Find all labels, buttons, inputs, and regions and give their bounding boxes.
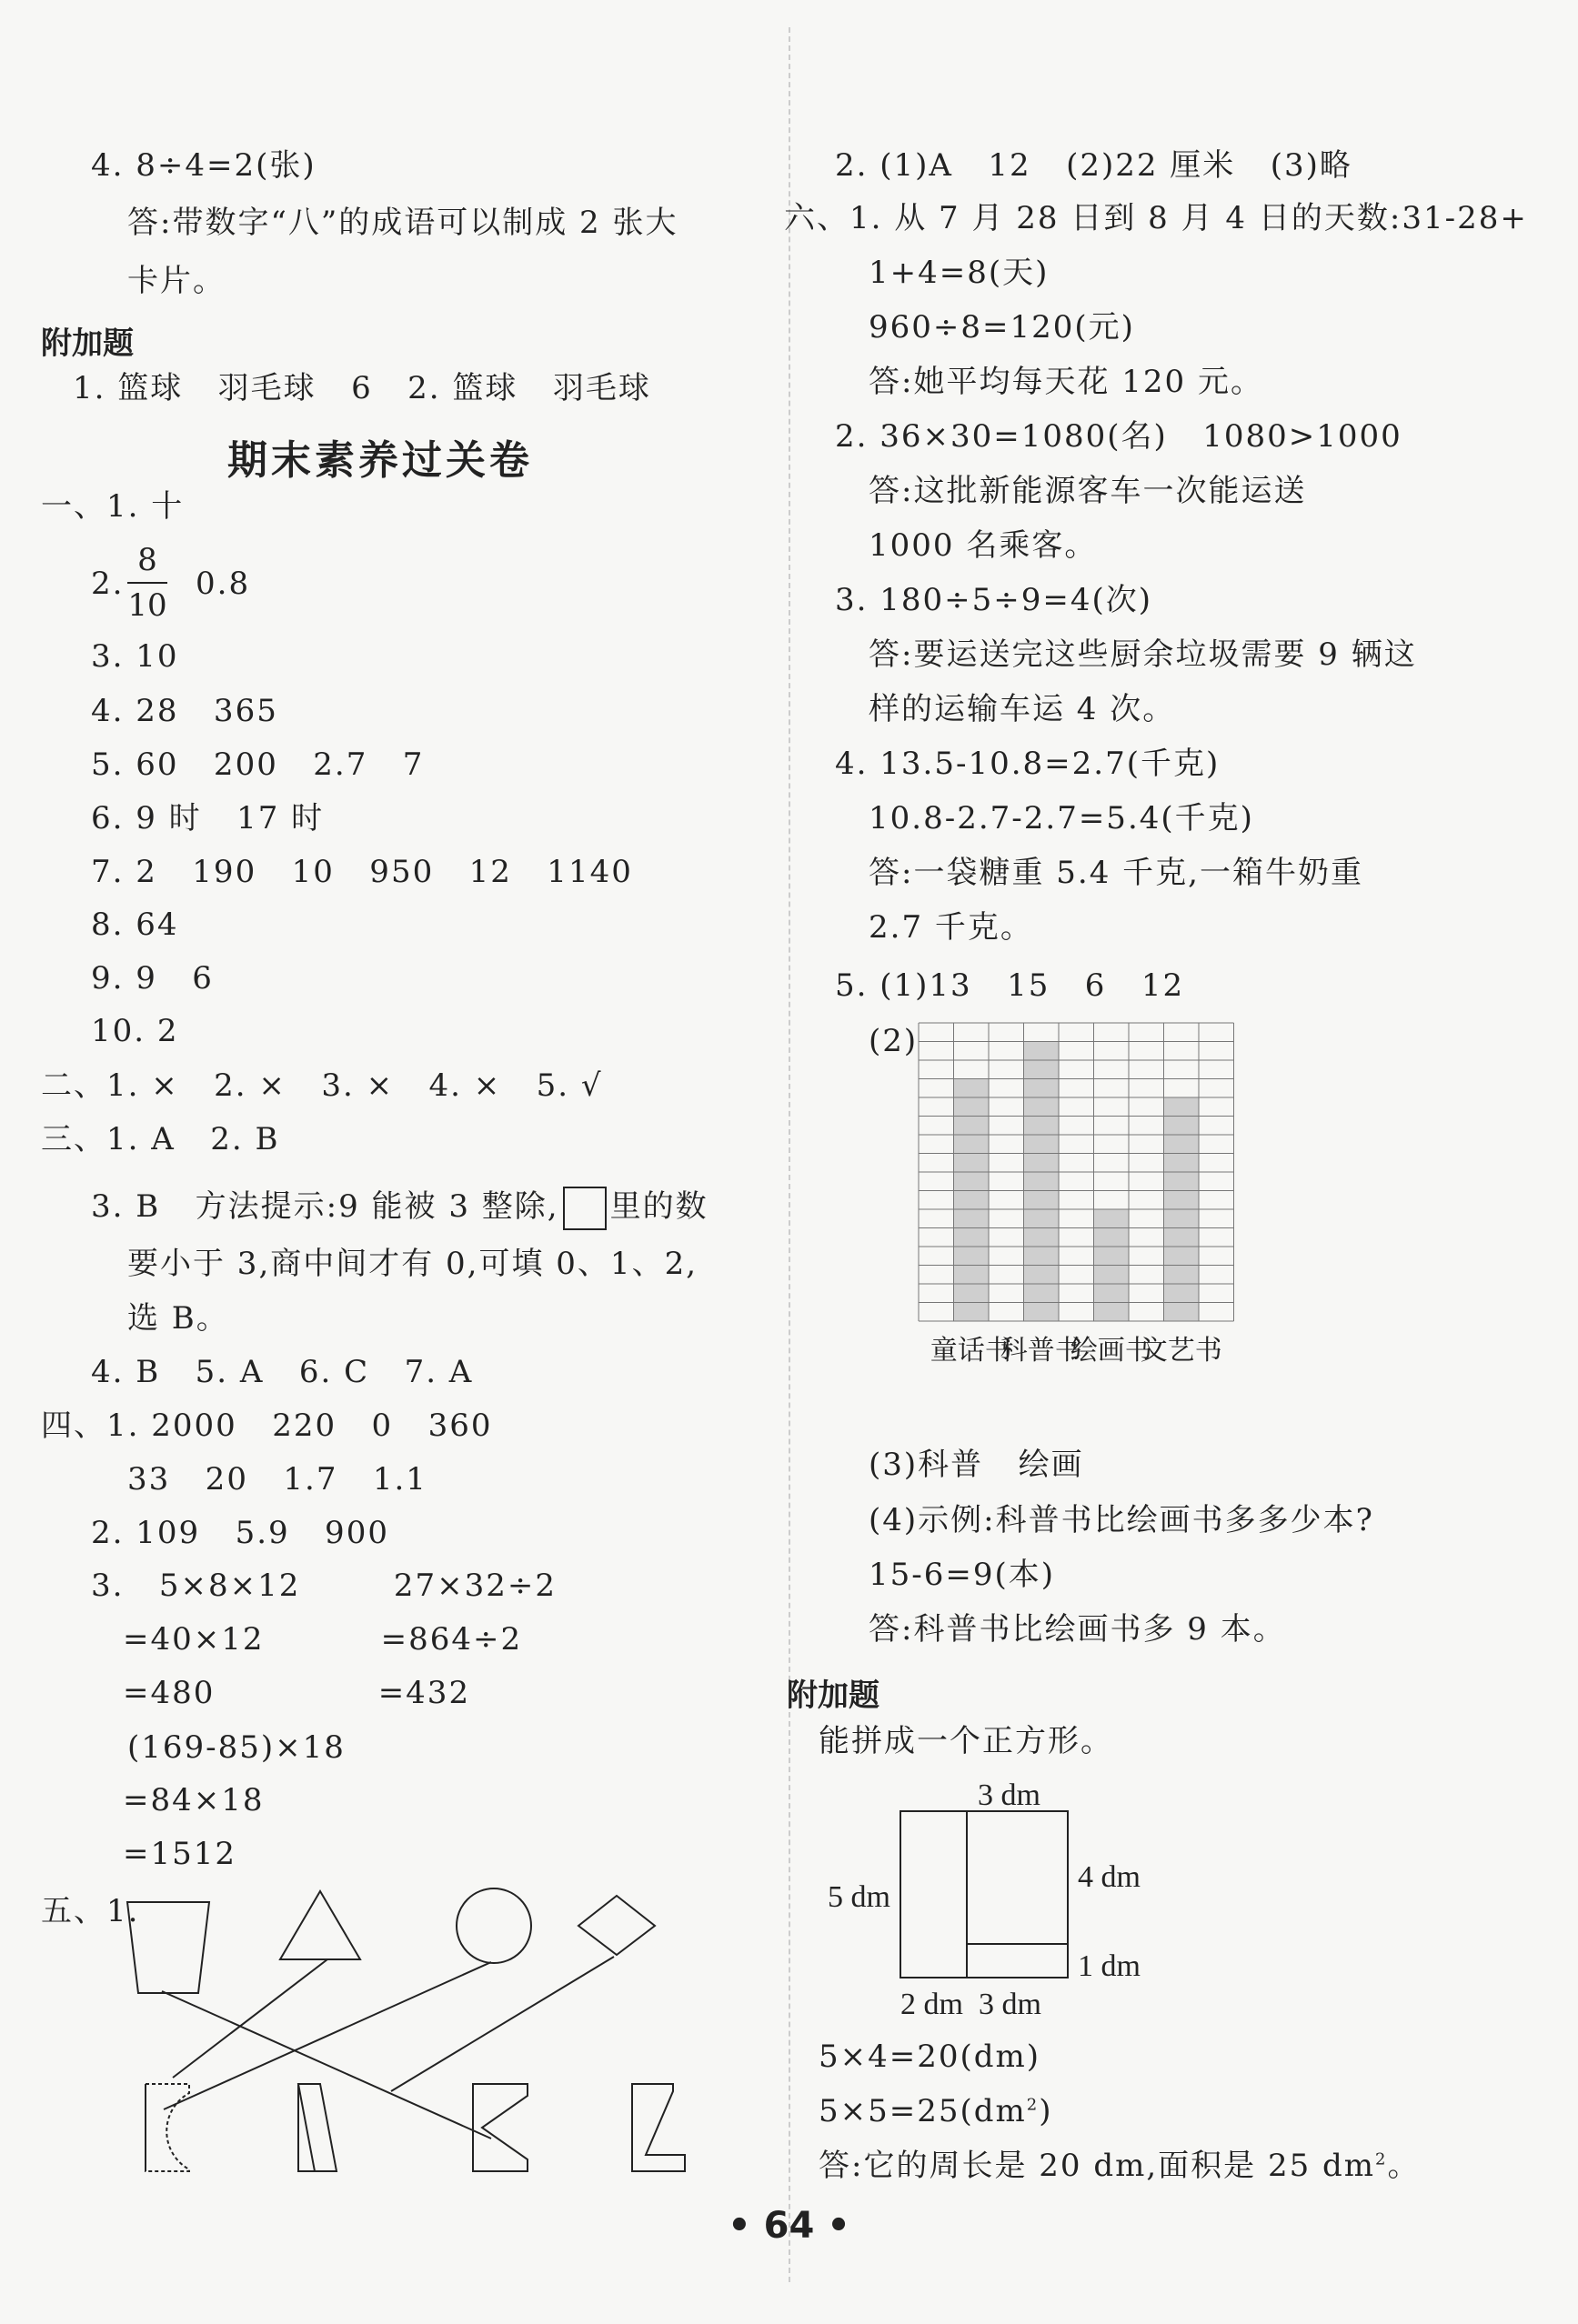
cut-shape-4 [632,2084,685,2171]
final-exponent: 2 [1375,2149,1388,2169]
match-line [173,1959,327,2078]
answer-line: =84×18 [123,1782,265,1818]
answer-line: 9. 9 6 [91,960,214,997]
answer-line: 5. 60 200 2.7 7 [91,746,425,783]
answer-line: 4. B 5. A 6. C 7. A [91,1354,474,1390]
answer-line: 1+4=8(天) [869,255,1050,291]
answer-line: 样的运输车运 4 次。 [869,691,1176,727]
area-exponent: 2 [1026,2095,1040,2115]
answer-line: 答:一袋糖重 5.4 千克,一箱牛奶重 [869,855,1363,891]
answer-line: 答:这批新能源客车一次能运送 [869,473,1307,509]
circle-shape [457,1888,531,1963]
answer-line: 四、1. 2000 220 0 360 [41,1407,493,1444]
category-label: 文艺书 [1140,1335,1222,1367]
answer-line: 要小于 3,商中间才有 0,可填 0、1、2, [127,1246,699,1282]
answer-line: 10.8-2.7-2.7=5.4(千克) [869,800,1254,836]
answer-line: =1512 [123,1836,237,1872]
answer-line: 六、1. 从 7 月 28 日到 8 月 4 日的天数:31-28+ [784,200,1528,236]
bar-chart [914,1018,1460,1437]
answer-line: 6. 9 时 17 时 [91,800,325,836]
answer-line: 五、1. [41,1893,140,1929]
answer-line: 33 20 1.7 1.1 [127,1461,427,1498]
match-line [164,1962,491,2109]
area-calc-end: ) [1039,2093,1053,2129]
answer-line: 8. 64 [91,907,179,943]
answer-line: =40×12 =864÷2 [123,1621,523,1658]
method-hint-cont: 里的数 [609,1188,709,1225]
category-label: 绘画书 [1070,1335,1152,1367]
answer-line: 答:带数字“八”的成语可以制成 2 张大 [127,205,678,241]
answer-line: 能拼成一个正方形。 [819,1723,1113,1759]
answer-label: 2. [91,566,125,602]
fraction-numerator: 8 [137,542,157,578]
answer-line: 2. 36×30=1080(名) 1080>1000 [835,418,1402,455]
answer-line: 15-6=9(本) [869,1557,1056,1593]
answer-line [819,2093,1053,2129]
answer-line: 10. 2 [91,1013,179,1049]
square-diagram [819,1773,1182,2028]
answer-line: (169-85)×18 [127,1729,346,1766]
answer-label: (2) [869,1023,919,1059]
answer-line: 答:科普书比绘画书多 9 本。 [869,1611,1286,1648]
answer-line: (4)示例:科普书比绘画书多多少本? [869,1502,1374,1538]
answer-line: 5. (1)13 15 6 12 [835,967,1185,1004]
label-4dm: 4 dm [1078,1860,1141,1894]
answer-line: 7. 2 190 10 950 12 1140 [91,854,633,890]
answer-line: 一、1. 十 [41,488,185,525]
answer-line: 卡片。 [127,263,226,299]
shape-matching-figure [118,1882,709,2182]
answer-line: 答:她平均每天花 120 元。 [869,364,1263,400]
answer-line: 3. 5×8×12 27×32÷2 [91,1568,557,1604]
answer-line: 4. 28 365 [91,693,278,729]
answer-line: 5×4=20(dm) [819,2039,1041,2075]
answer-line: 960÷8=120(元) [869,309,1135,346]
bonus-heading: 附加题 [787,1678,879,1714]
column-divider [789,27,790,2282]
answer-line: =480 =432 [123,1675,471,1711]
label-1dm: 1 dm [1078,1949,1141,1983]
answer-line: 2.7 千克。 [869,909,1033,946]
answer-line: 三、1. A 2. B [41,1121,280,1157]
bar-1 [1024,1042,1060,1322]
answer-line [819,2148,1421,2184]
fraction-denominator: 10 [127,587,167,624]
answer-line: 4. 13.5-10.8=2.7(千克) [835,746,1221,782]
answer-line: 3. 180÷5÷9=4(次) [835,582,1153,618]
label-5dm: 5 dm [828,1880,890,1914]
cut-shape-3 [473,2084,528,2171]
bonus-answer: 1. 篮球 羽毛球 6 2. 篮球 羽毛球 [73,370,651,406]
match-line [391,1957,614,2091]
cut-shape-1 [146,2084,189,2171]
triangle-shape [280,1891,360,1959]
final-answer-end: 。 [1387,2148,1421,2184]
answer-line: 0.8 [196,566,251,602]
category-label: 科普书 [1000,1335,1082,1367]
fraction-bar [127,582,167,584]
answer-line: 1000 名乘客。 [869,527,1098,564]
method-hint: 3. B 方法提示:9 能被 3 整除, [91,1188,559,1225]
diamond-shape [578,1896,655,1955]
exam-title: 期末素养过关卷 [227,437,533,484]
answer-line: 二、1. × 2. × 3. × 4. × 5. √ [41,1067,603,1104]
answer-line: (3)科普 绘画 [869,1447,1084,1483]
area-calc: 5×5=25(dm [819,2093,1027,2129]
answer-line: 4. 8÷4=2(张) [91,147,317,184]
answer-line: 2. 109 5.9 900 [91,1515,389,1551]
answer-line: 答:要运送完这些厨余垃圾需要 9 辆这 [869,636,1417,673]
fraction [127,542,167,624]
label-3dm-top: 3 dm [978,1778,1040,1812]
blank-box [563,1187,607,1230]
answer-line: 选 B。 [127,1300,229,1337]
category-label: 童话书 [930,1335,1012,1367]
bar-0 [954,1079,990,1322]
trapezoid-shape [127,1902,209,1993]
page-number: • 64 • [728,2205,850,2247]
bonus-heading: 附加题 [41,326,134,362]
answer-line: 3. 10 [91,638,179,675]
answer-line [91,1187,709,1230]
final-answer: 答:它的周长是 20 dm,面积是 25 dm [819,2148,1376,2184]
answer-line: 2. (1)A 12 (2)22 厘米 (3)略 [835,147,1352,184]
label-bottom: 2 dm 3 dm [900,1988,1041,2021]
cut-shape-2 [298,2084,337,2171]
